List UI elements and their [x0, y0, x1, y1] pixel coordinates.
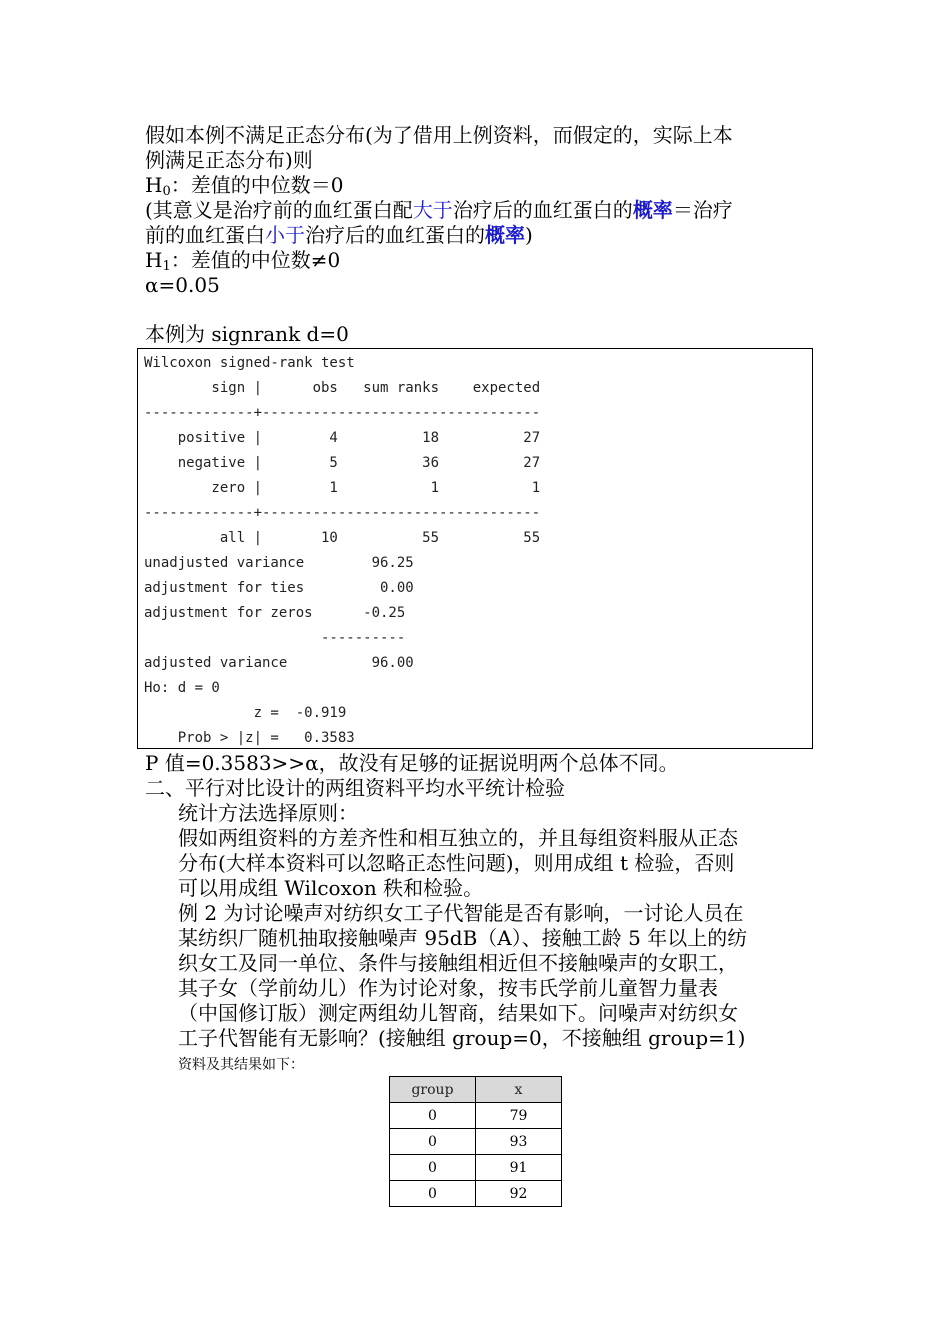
table-row [390, 1181, 562, 1207]
table-row [390, 1129, 562, 1155]
highlight-probability: 概率 [485, 223, 525, 247]
intro-line-1: 假如本例不满足正态分布(为了借用上例资料，而假定的，实际上本 [145, 123, 733, 147]
highlight-less: 小于 [265, 223, 305, 247]
table-cell: 0 [390, 1181, 476, 1207]
meaning-text: ＝治疗 [672, 198, 733, 222]
table-cell: 0 [390, 1103, 476, 1129]
table-cell: 0 [390, 1155, 476, 1181]
table-cell: 0 [390, 1129, 476, 1155]
command-line: 本例为 signrank d=0 [145, 322, 349, 346]
table-row [390, 1103, 562, 1129]
h1-label: H [145, 248, 163, 272]
output-line: z = -0.919 [144, 705, 347, 721]
output-line: ---------- [144, 630, 406, 646]
meaning-line-2 [145, 223, 533, 248]
output-line: adjusted variance 96.00 [144, 655, 414, 671]
data-table [389, 1076, 562, 1207]
example-line: 某纺织厂随机抽取接触噪声 95dB（A）、接触工龄 5 年以上的纺 [178, 926, 748, 950]
h1-statement [145, 248, 340, 273]
output-line: -------------+--------------------------------- [144, 405, 541, 421]
table-cell: 79 [476, 1103, 562, 1129]
h0-label: H [145, 173, 163, 197]
output-line: unadjusted variance 96.25 [144, 555, 414, 571]
example-line: （中国修订版）测定两组幼儿智商，结果如下。问噪声对纺织女 [178, 1001, 738, 1025]
section-heading: 二、平行对比设计的两组资料平均水平统计检验 [145, 776, 565, 800]
output-line: Prob > |z| = 0.3583 [144, 730, 355, 746]
highlight-greater: 大于 [412, 198, 453, 222]
table-cell: 91 [476, 1155, 562, 1181]
example-line: 其子女（学前幼儿）作为讨论对象，按韦氏学前儿童智力量表 [178, 976, 718, 1000]
output-line: Ho: d = 0 [144, 680, 220, 696]
example-line: 织女工及同一单位、条件与接触组相近但不接触噪声的女职工， [178, 951, 738, 975]
intro-line-2: 例满足正态分布)则 [145, 148, 313, 172]
alpha-level: α=0.05 [145, 273, 220, 297]
output-line: adjustment for ties 0.00 [144, 580, 414, 596]
column-header: group [390, 1077, 476, 1103]
output-line: positive | 4 18 27 [144, 430, 541, 446]
table-cell: 93 [476, 1129, 562, 1155]
table-cell: 92 [476, 1181, 562, 1207]
h0-subscript: 0 [162, 184, 171, 199]
principle-line: 可以用成组 Wilcoxon 秩和检验。 [178, 876, 484, 900]
example-line: 例 2 为讨论噪声对纺织女工子代智能是否有影响，一讨论人员在 [178, 901, 744, 925]
output-line: zero | 1 1 1 [144, 480, 541, 496]
p-value-conclusion: P 值=0.3583>>α，故没有足够的证据说明两个总体不同。 [145, 751, 679, 775]
meaning-text: 前的血红蛋白 [145, 223, 265, 247]
meaning-text: ) [525, 223, 533, 247]
meaning-text: (其意义是治疗前的血红蛋白配 [145, 198, 413, 222]
output-line: adjustment for zeros -0.25 [144, 605, 406, 621]
output-line: all | 10 55 55 [144, 530, 541, 546]
meaning-line-1 [145, 198, 733, 223]
data-caption: 资料及其结果如下： [178, 1057, 304, 1073]
h0-statement [145, 173, 343, 198]
principle-heading: 统计方法选择原则： [178, 801, 358, 825]
meaning-text: 治疗后的血红蛋白的 [452, 198, 633, 222]
table-row [390, 1155, 562, 1181]
h1-subscript: 1 [162, 259, 171, 274]
column-header: x [476, 1077, 562, 1103]
h1-text: ：差值的中位数≠0 [170, 248, 341, 272]
example-line: 工子代智能有无影响？(接触组 group=0，不接触组 group=1) [178, 1026, 746, 1050]
output-line: negative | 5 36 27 [144, 455, 541, 471]
meaning-text: 治疗后的血红蛋白的 [305, 223, 485, 247]
principle-line: 假如两组资料的方差齐性和相互独立的，并且每组资料服从正态 [178, 826, 738, 850]
principle-line: 分布(大样本资料可以忽略正态性问题)，则用成组 t 检验，否则 [178, 851, 735, 875]
highlight-probability: 概率 [632, 198, 673, 222]
h0-text: ：差值的中位数＝0 [170, 173, 344, 197]
output-line: Wilcoxon signed-rank test [144, 355, 355, 371]
output-line: -------------+--------------------------------- [144, 505, 541, 521]
output-line: sign | obs sum ranks expected [144, 380, 541, 396]
table-header-row [390, 1077, 562, 1103]
